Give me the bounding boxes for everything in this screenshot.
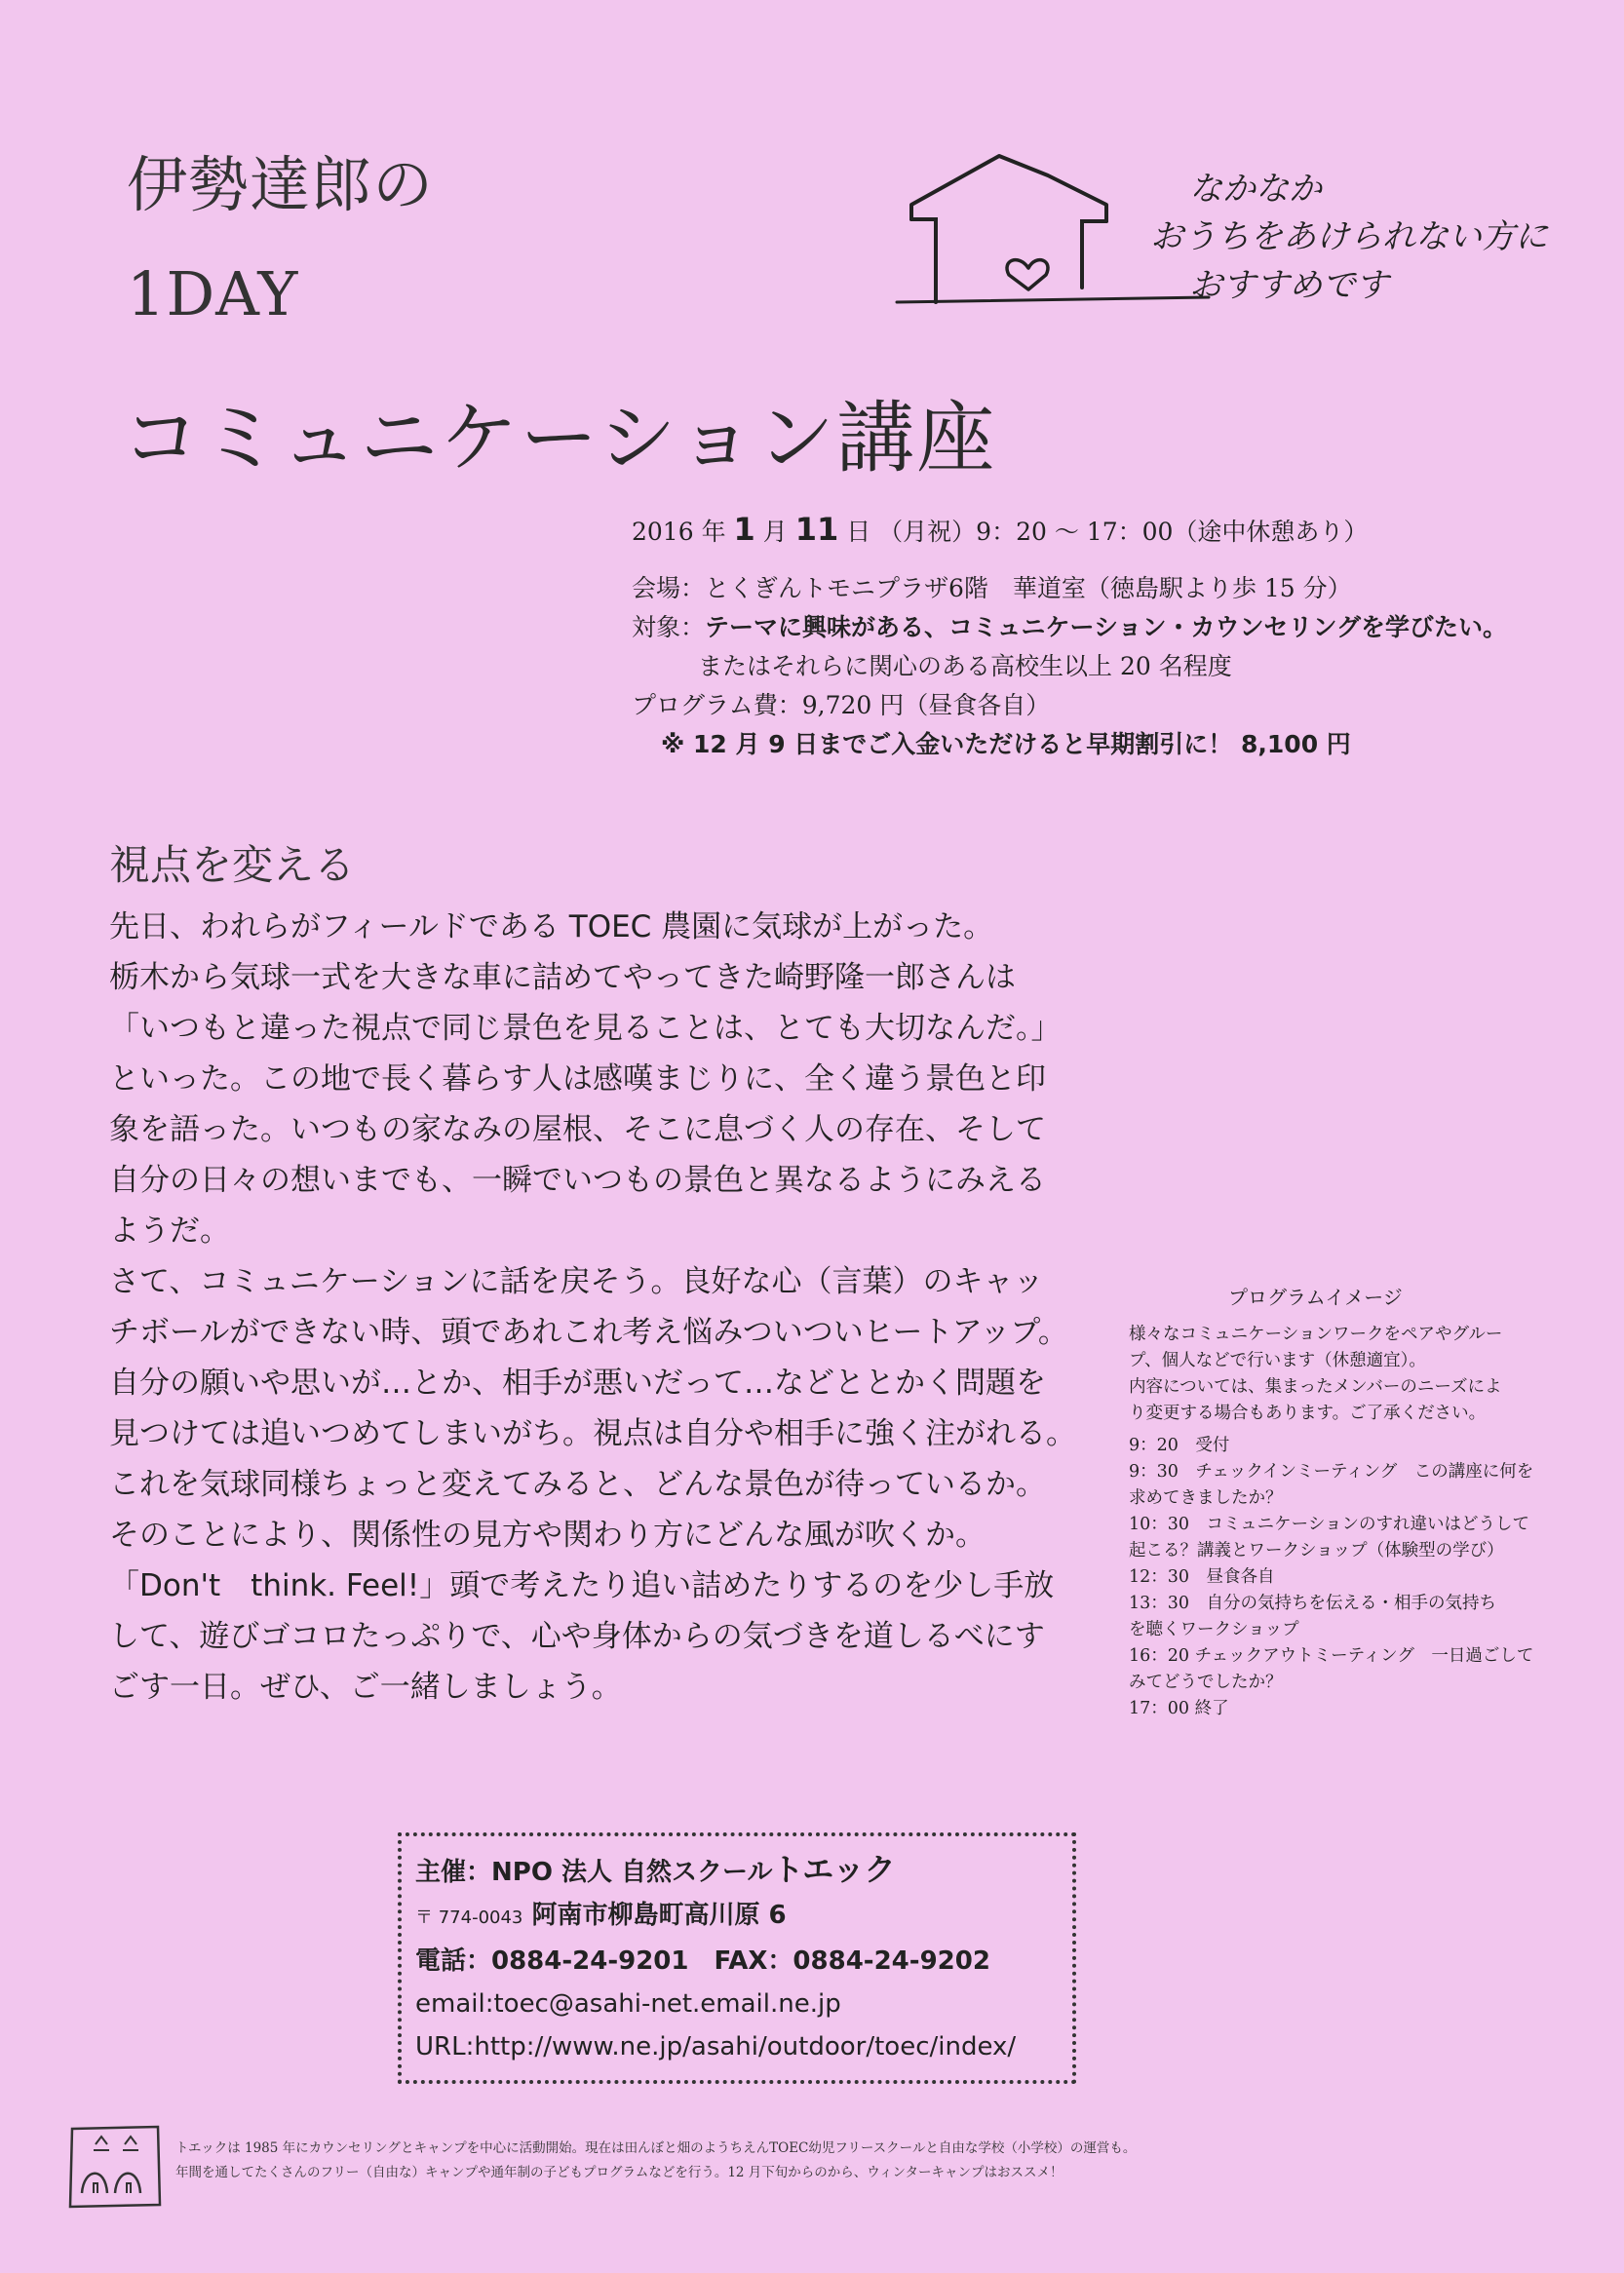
url-link[interactable]: URL:http://www.ne.jp/asahi/outdoor/toec/index/	[415, 2032, 1017, 2061]
early-discount: ※ 12 月 9 日までご入金いただけると早期割引に！ 8,100 円	[661, 730, 1351, 758]
date-month: 1	[733, 511, 755, 548]
article-line: 自分の願いや思いが…とか、相手が悪いだって…などととかく問題を	[109, 1366, 1046, 1401]
article-line: これを気球同様ちょっと変えてみると、どんな景色が待っているか。	[109, 1467, 1046, 1502]
date-day: 11	[794, 511, 839, 548]
address-line	[415, 1894, 1059, 1940]
article-line: といった。この地で長く暮らす人は感嘆まじりに、全く違う景色と印	[109, 1061, 1046, 1097]
program-line: 13：30 自分の気持ちを伝える・相手の気持ち	[1129, 1594, 1497, 1613]
article-line: さて、コミュニケーションに話を戻そう。良好な心（言葉）のキャッ	[109, 1264, 1044, 1299]
program-line: 17：00 終了	[1129, 1699, 1229, 1718]
event-date	[632, 510, 1587, 552]
program-line: 9：20 受付	[1129, 1436, 1230, 1455]
event-info	[632, 510, 1587, 764]
date-year: 2016 年	[632, 518, 726, 546]
target-label: 対象：	[632, 613, 706, 641]
program-line: 10：30 コミュニケーションのすれ違いはどうして	[1129, 1515, 1529, 1534]
article-heading: 視点を変える	[109, 841, 356, 889]
article-line: 「いつもと違った視点で同じ景色を見ることは、とても大切なんだ。」	[109, 1011, 1062, 1046]
article-line: 先日、われらがフィールドである TOEC 農園に気球が上がった。	[109, 909, 994, 944]
organizer	[415, 1848, 1059, 1894]
article-line: 自分の日々の想いまでも、一瞬でいつもの景色と異なるようにみえる	[109, 1163, 1046, 1198]
phone-fax: 電話：0884-24-9201 FAX：0884-24-9202	[415, 1946, 990, 1976]
organizer-label: 主催：NPO 法人 自然スクール	[415, 1858, 773, 1887]
article-line: チボールができない時、頭であれこれ考え悩みついついヒートアップ。	[109, 1315, 1068, 1350]
date-time: （月祝）9：20 ～ 17：00（途中休憩あり）	[878, 518, 1369, 546]
article-line: 「Don't think. Feel!」頭で考えたり追い詰めたりするのを少し手放	[109, 1568, 1055, 1603]
program-line: みてどうでしたか？	[1129, 1673, 1283, 1692]
article-body	[109, 902, 1123, 1713]
article-line: ごす一日。ぜひ、ご一緒しましょう。	[109, 1670, 622, 1705]
program-list	[1129, 1322, 1577, 1722]
article-line: 象を語った。いつもの家なみの屋根、そこに息づく人の存在、そして	[109, 1112, 1046, 1147]
program-line: を聴くワークショップ	[1129, 1620, 1299, 1639]
footer-line2: 年間を通してたくさんのフリー（自由な）キャンプや通年制の子どもプログラムなどを行う。12 月下旬からのから、ウィンターキャンプはおススメ！	[175, 2165, 1063, 2180]
note-line2: おうちをあけられない方に	[1150, 217, 1548, 257]
program-line: 内容については、集まったメンバーのニーズによ	[1129, 1377, 1502, 1397]
organizer-name: トエック	[772, 1851, 896, 1888]
program-line: り変更する場合もあります。ご了承ください。	[1129, 1404, 1487, 1423]
article-line: 栃木から気球一式を大きな車に詰めてやってきた崎野隆一郎さんは	[109, 960, 1016, 995]
program-line: 9：30 チェックインミーティング この講座に何を	[1129, 1462, 1534, 1482]
fee: プログラム費：9,720 円（昼食各自）	[632, 691, 1051, 719]
footer-text	[175, 2137, 1569, 2185]
date-month-unit: 月	[762, 518, 788, 546]
article-line: そのことにより、関係性の見方や関わり方にどんな風が吹くか。	[109, 1518, 986, 1553]
toec-logo-icon	[66, 2123, 164, 2209]
note-line1: なかなか	[1189, 170, 1322, 209]
title-line1: 伊勢達郎の	[127, 149, 435, 220]
venue: 会場：とくぎんトモニプラザ6階 華道室（徳島駅より歩 15 分）	[632, 574, 1352, 602]
email-link[interactable]: email:toec@asahi-net.email.ne.jp	[415, 1989, 841, 2019]
target-text2: またはそれらに関心のある高校生以上 20 名程度	[698, 652, 1232, 680]
program-line: プ、個人などで行います（休憩適宜）。	[1129, 1351, 1426, 1370]
article-line: ようだ。	[109, 1214, 230, 1249]
note-line3: おすすめです	[1189, 265, 1389, 305]
program-line: 様々なコミュニケーションワークをペアやグルー	[1129, 1325, 1503, 1344]
address: 阿南市柳島町高川原 6	[531, 1901, 787, 1930]
footer-line1: トエックは 1985 年にカウンセリングとキャンプを中心に活動開始。現在は田んぼと畑のようちえんTOEC幼児フリースクールと自由な学校（小学校）の運営も。	[175, 2140, 1137, 2156]
program-line: 12：30 昼食各自	[1129, 1567, 1275, 1587]
handwritten-note	[1150, 166, 1560, 310]
target-text: テーマに興味がある、コミュニケーション・カウンセリングを学びたい。	[705, 613, 1508, 641]
program-line: 16：20 チェックアウトミーティング 一日過ごして	[1129, 1646, 1534, 1666]
article-line: 見つけては追いつめてしまいがち。視点は自分や相手に強く注がれる。	[109, 1416, 1076, 1451]
program-heading: プログラムイメージ	[1228, 1286, 1403, 1309]
contact-box	[398, 1832, 1076, 2084]
date-day-unit: 日	[846, 518, 871, 546]
program-line: 求めてきましたか？	[1129, 1488, 1283, 1508]
target	[632, 608, 1587, 647]
program-line: 起こる？講義とワークショップ（体験型の学び）	[1129, 1541, 1504, 1560]
article-line: して、遊びゴコロたっぷりで、心や身体からの気づきを道しるべにす	[109, 1619, 1045, 1654]
page-title: コミュニケーション講座	[122, 393, 997, 483]
postal-code: 〒 774-0043	[415, 1907, 523, 1928]
title-line2: 1DAY	[127, 258, 299, 329]
